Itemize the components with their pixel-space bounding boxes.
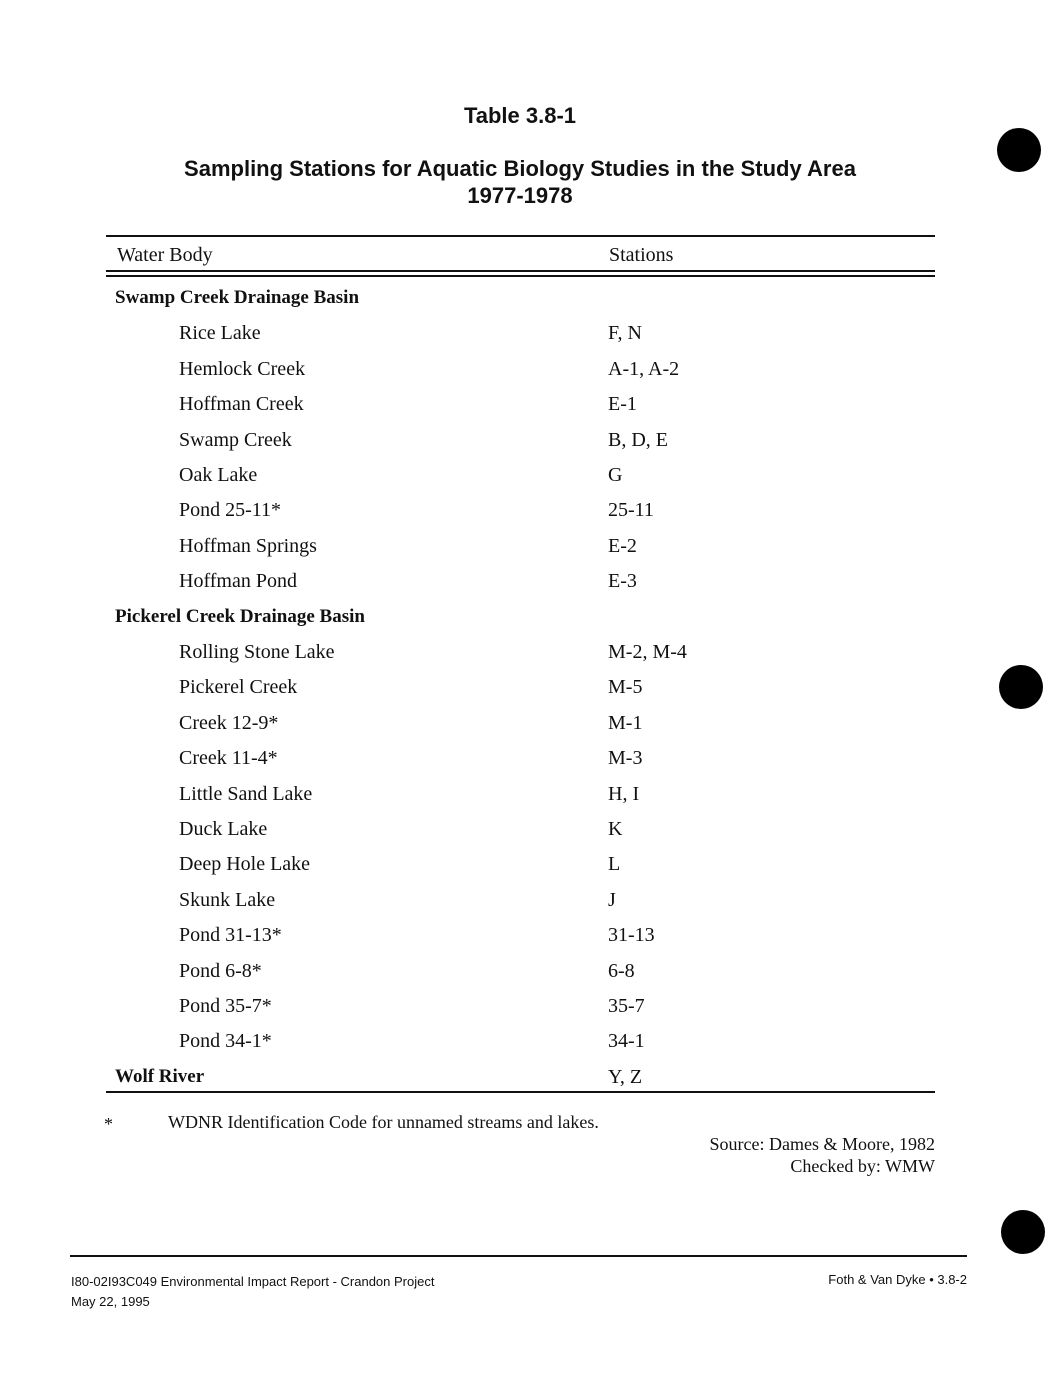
water-body-name: Creek 11-4*	[179, 747, 278, 770]
table-row	[0, 924, 1058, 954]
station-codes: Y, Z	[608, 1065, 643, 1088]
station-codes: E-1	[608, 393, 637, 416]
table-row	[0, 393, 1058, 423]
station-codes: E-2	[608, 534, 637, 557]
group-label: Wolf River	[115, 1065, 205, 1087]
water-body-name: Swamp Creek	[179, 428, 292, 451]
table-row	[0, 358, 1058, 388]
water-body-name: Pond 25-11*	[179, 499, 282, 522]
station-codes: A-1, A-2	[608, 357, 680, 380]
table-row	[0, 641, 1058, 671]
column-header-stations: Stations	[609, 244, 674, 266]
footer-doc-id: I80-02I93C049 Environmental Impact Report - Crandon Project	[71, 1274, 435, 1289]
footer-rule	[70, 1255, 967, 1257]
station-codes: M-5	[608, 676, 643, 699]
table-top-rule	[106, 235, 935, 237]
table-row	[0, 747, 1058, 777]
water-body-name: Pond 31-13*	[179, 924, 282, 947]
table-title-line1: Sampling Stations for Aquatic Biology Studies in the Study Area	[184, 156, 856, 181]
water-body-name: Rice Lake	[179, 322, 261, 345]
station-codes: L	[608, 853, 621, 876]
water-body-name: Deep Hole Lake	[179, 853, 311, 876]
table-row	[0, 712, 1058, 742]
table-number: Table 3.8-1	[463, 103, 577, 128]
footer-right: Foth & Van Dyke • 3.8-2	[828, 1272, 967, 1287]
table-row	[0, 499, 1058, 529]
station-codes: E-3	[608, 570, 637, 593]
station-codes: M-1	[608, 711, 643, 734]
water-body-name: Creek 12-9*	[179, 711, 279, 734]
station-codes: F, N	[608, 322, 642, 345]
station-codes: 25-11	[608, 499, 654, 522]
punch-hole-bottom	[1001, 1210, 1045, 1254]
water-body-name: Duck Lake	[179, 818, 268, 840]
group-row	[0, 606, 1058, 636]
table-bottom-rule	[106, 1091, 935, 1093]
water-body-name: Hoffman Springs	[179, 534, 317, 557]
station-codes: 35-7	[608, 995, 645, 1017]
table-row	[0, 960, 1058, 990]
water-body-name: Hemlock Creek	[179, 357, 306, 380]
station-codes: M-3	[608, 747, 643, 770]
water-body-name: Pond 6-8*	[179, 959, 262, 982]
station-codes: G	[608, 464, 623, 486]
water-body-name: Hoffman Creek	[179, 393, 304, 416]
group-row	[0, 287, 1058, 317]
table-row	[0, 464, 1058, 494]
station-codes: J	[608, 888, 616, 911]
water-body-name: Pickerel Creek	[179, 676, 298, 699]
table-title-line2: 1977-1978	[467, 183, 573, 208]
group-label: Swamp Creek Drainage Basin	[115, 287, 360, 308]
water-body-name: Rolling Stone Lake	[179, 641, 335, 663]
table-row	[0, 995, 1058, 1025]
station-codes: B, D, E	[608, 428, 668, 451]
water-body-name: Little Sand Lake	[179, 782, 313, 805]
footer-date: May 22, 1995	[71, 1294, 150, 1309]
water-body-name: Skunk Lake	[179, 888, 276, 911]
table-row	[0, 853, 1058, 883]
water-body-name: Oak Lake	[179, 464, 258, 486]
source-note: Source: Dames & Moore, 1982	[709, 1134, 935, 1154]
station-codes: H, I	[608, 782, 640, 805]
table-row	[0, 535, 1058, 565]
table-row	[0, 322, 1058, 352]
table-row	[0, 1030, 1058, 1060]
footnote-marker: *	[104, 1114, 113, 1134]
station-codes: 34-1	[608, 1030, 645, 1053]
table-title	[0, 155, 1040, 209]
group-label: Pickerel Creek Drainage Basin	[115, 605, 365, 627]
table-row	[0, 429, 1058, 459]
station-codes: M-2, M-4	[608, 641, 687, 663]
table-row	[0, 570, 1058, 600]
water-body-name: Pond 34-1*	[179, 1030, 272, 1053]
water-body-name: Hoffman Pond	[179, 570, 297, 593]
footer-left	[71, 1272, 434, 1312]
column-header-water-body: Water Body	[117, 244, 213, 266]
station-codes: 6-8	[608, 959, 635, 982]
station-codes: K	[608, 818, 623, 840]
header-double-rule	[106, 270, 935, 277]
table-row	[0, 676, 1058, 706]
table-row	[0, 783, 1058, 813]
table-row	[0, 818, 1058, 848]
table-row	[0, 889, 1058, 919]
station-codes: 31-13	[608, 924, 655, 947]
checked-by-note: Checked by: WMW	[790, 1156, 935, 1176]
footnote-text: WDNR Identification Code for unnamed streams and lakes.	[168, 1112, 599, 1132]
water-body-name: Pond 35-7*	[179, 995, 272, 1017]
